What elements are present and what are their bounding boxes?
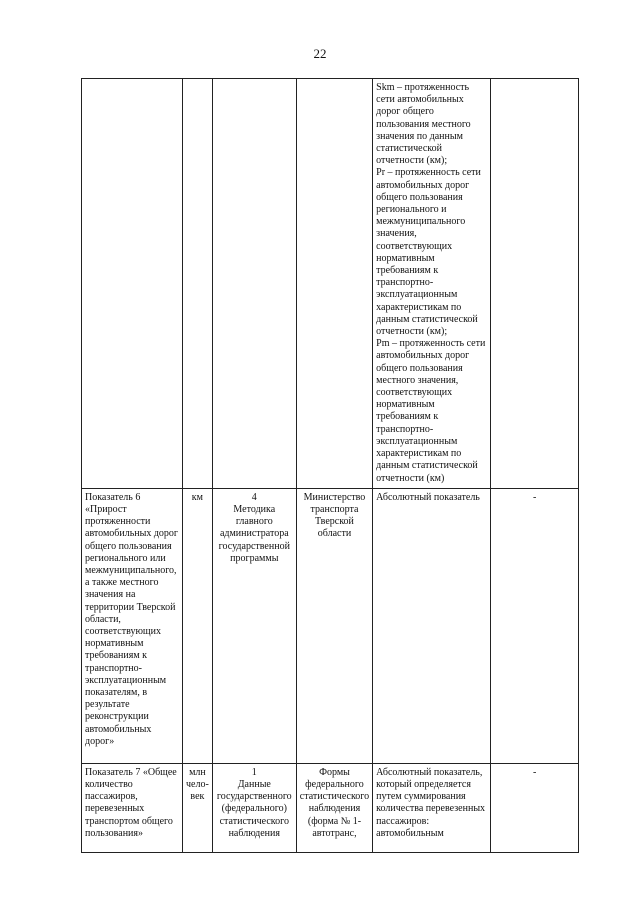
unit-cell <box>183 79 213 489</box>
page-number: 22 <box>313 46 327 61</box>
unit-text: км <box>191 491 203 503</box>
method-text: Методика главного администратора государственной программы <box>218 503 290 564</box>
description-cell <box>373 79 491 489</box>
table-row <box>82 79 579 489</box>
source-cell <box>296 488 372 763</box>
note-dash: - <box>532 491 537 503</box>
method-cell <box>212 79 296 489</box>
source-cell <box>296 763 372 852</box>
indicators-table <box>81 78 579 853</box>
method-cell <box>212 488 296 763</box>
source-cell <box>296 79 372 489</box>
description-text: Абсолютный показатель, который определяется путем суммирования количества перевезенных пассажиров: автомобильным <box>376 766 486 839</box>
note-cell <box>491 488 579 763</box>
note-dash: - <box>532 766 537 778</box>
source-text: Министерство транспорта Тверской области <box>303 491 366 540</box>
pm-definition: Pm – протяженность сети автомобильных дорог общего пользования местного значения, соответствующих нормативным требованиям к транспортно-эксплуатационным характеристикам по данным статистической отчетности (км) <box>376 338 486 484</box>
indicator-cell <box>82 488 183 763</box>
description-text: Абсолютный показатель <box>376 491 480 503</box>
skm-definition: Skm – протяженность сети автомобильных дорог общего пользования местного значения по данным статистической отчетности (км); <box>376 82 471 167</box>
unit-cell <box>183 488 213 763</box>
method-number: 4 <box>251 491 257 503</box>
indicator-cell <box>82 79 183 489</box>
description-cell <box>373 763 491 852</box>
indicator-7-text: Показатель 7 «Общее количество пассажиров, перевезенных транспортом общего пользования» <box>85 766 177 839</box>
note-cell <box>491 79 579 489</box>
unit-text: млн чело-век <box>186 766 209 803</box>
description-cell <box>373 488 491 763</box>
pr-definition: Pr – протяженность сети автомобильных дорог общего пользования регионального и межмуниципального значения, соответствующих нормативным требованиям к транспортно-эксплуатационным характеристикам по данным статистической отчетности (км); <box>376 167 481 338</box>
method-number: 1 <box>251 766 257 778</box>
method-cell <box>212 763 296 852</box>
method-text: Данные государственного (федерального) статистического наблюдения <box>216 778 292 839</box>
indicator-6-text: Показатель 6 «Прирост протяженности автомобильных дорог общего пользования регионального или межмуниципального, а также местного значения на территории Тверской области, соответствующих нормативным требованиям к транспортно-эксплуатационным показателям, в результате реконструкции автомобильных дорог» <box>85 491 179 747</box>
indicator-cell <box>82 763 183 852</box>
note-cell <box>491 763 579 852</box>
table-row <box>82 763 579 852</box>
table-row <box>82 488 579 763</box>
source-text: Формы федерального статистического наблюдения (форма № 1-автотранс, <box>299 766 370 839</box>
unit-cell <box>183 763 213 852</box>
